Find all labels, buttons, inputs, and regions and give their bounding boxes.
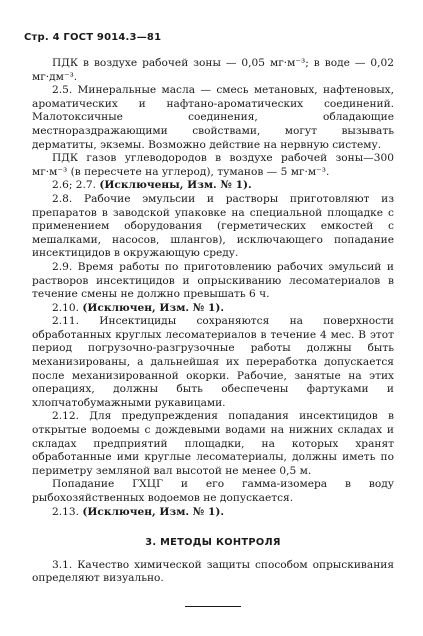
clause-number: 2.6; 2.7. [52,179,96,192]
paragraph-2-11: 2.11. Инсектициды сохраняются на поверхности обработанных круглых лесоматериалов в течение 4 мес. В этот период погрузочно-разгрузочные работы должны быть механизированы, а дальнейшая их переработка допускается после механизированной окорки. Рабочие, занятые на этих операциях, должны быть обеспечены фартуками и хлопчатобумажными рукавицами. [32,315,394,409]
paragraph-2-10 [32,302,394,316]
paragraph-2-12: 2.12. Для предупреждения попадания инсектицидов в открытые водоемы с дождевыми водами на нижних складах и складах предприятий площадки, на которых хранят обработанные ими круглые лесоматериалы, должны иметь по периметру земляной вал высотой не менее 0,5 м. [32,410,394,477]
paragraph-ghcg: Попадание ГХЦГ и его гамма-изомера в воду рыбохозяйственных водоемов не допускается. [32,478,394,504]
document-body [32,57,394,607]
paragraph-pdk-gas: ПДК газов углеводородов в воздухе рабочей зоны—300 мг·м⁻³ (в пересчете на углерод), туманов — 5 мг·м⁻³. [32,152,394,178]
end-rule [185,606,241,607]
paragraph-2-8: 2.8. Рабочие эмульсии и растворы приготовляют из препаратов в заводской упаковке на специальной площадке с применением оборудования (герметических емкостей с мешалками, насосов, шлангов), исключающего попадание инсектицидов в окружающую среду. [32,192,394,260]
paragraph-2-5: 2.5. Минеральные масла — смесь метановых, нафтеновых, ароматических и нафтано-ароматических соединений. Малотоксичные соединения, обладающие местнораздражающими свойствами, могут вызывать дерматиты, экземы. Возможно действие на нервную систему. [32,84,394,151]
amendment-note: (Исключен, Изм. № 1). [82,505,225,518]
page-header: Стр. 4 ГОСТ 9014.3—81 [24,32,162,43]
amendment-note: (Исключен, Изм. № 1). [82,301,225,314]
paragraph-pdk-water: ПДК в воздухе рабочей зоны — 0,05 мг·м⁻³; в воде — 0,02 мг·дм⁻³. [32,57,394,83]
clause-number: 2.13. [52,505,79,518]
paragraph-2-9: 2.9. Время работы по приготовлению рабочих эмульсий и растворов инсектицидов и опрыскиванию лесоматериалов в течение смены не должно превышать 6 ч. [32,260,394,301]
amendment-note: (Исключены, Изм. № 1). [99,179,252,192]
section-title: 3. МЕТОДЫ КОНТРОЛЯ [145,537,281,549]
paragraph-2-13 [32,506,394,520]
paragraph-3-1: 3.1. Качество химической защиты способом опрыскивания определяют визуально. [32,558,394,585]
paragraph-2-6-2-7 [32,179,394,193]
clause-number: 2.10. [52,301,79,314]
